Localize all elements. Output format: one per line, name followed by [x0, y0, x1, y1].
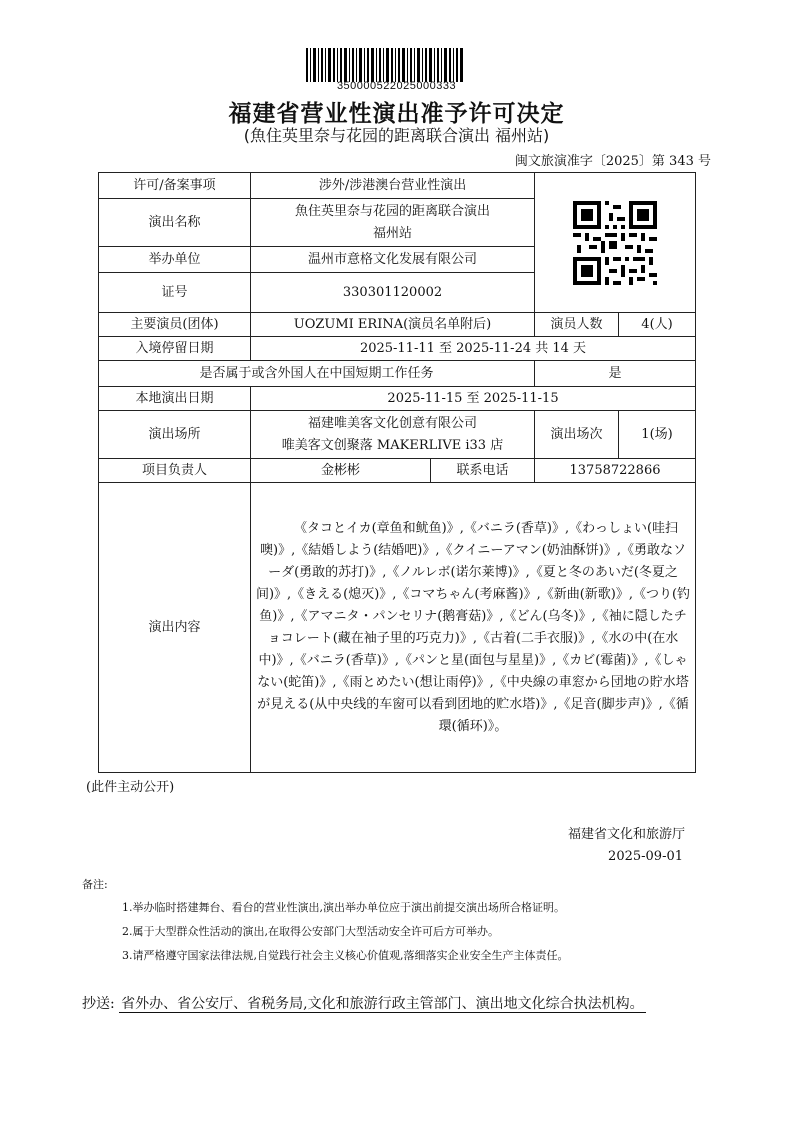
cert-label: 证号: [99, 273, 251, 313]
organizer-value: 温州市意格文化发展有限公司: [251, 247, 535, 273]
venue-line1: 福建唯美客文化创意有限公司: [308, 415, 478, 431]
manager-value: 金彬彬: [251, 459, 431, 483]
document-number: 闽文旅演准字〔2025〕第 343 号: [514, 154, 711, 169]
public-note: (此件主动公开): [86, 780, 175, 795]
performer-count-label: 演员人数: [535, 313, 619, 337]
license-type-value: 涉外/涉港澳台营业性演出: [251, 173, 535, 199]
foreign-work-label: 是否属于或含外国人在中国短期工作任务: [99, 361, 535, 387]
issuer: 福建省文化和旅游厅: [567, 827, 685, 842]
show-name-line2: 福州站: [373, 225, 413, 241]
remarks-label: 备注:: [82, 878, 108, 891]
phone-label: 联系电话: [431, 459, 535, 483]
qr-code: [573, 201, 657, 285]
show-name-label: 演出名称: [99, 199, 251, 247]
barcode-number: 350000522025000333: [336, 80, 457, 92]
remark-3: 3.请严格遵守国家法律法规,自觉践行社会主义核心价值观,落细落实企业安全生产主体责任。: [122, 949, 569, 962]
content-value: 《タコとイカ(章鱼和鱿鱼)》,《バニラ(香草)》,《わっしょい(哇扫噢)》,《結婚しよう(结婚吧)》,《クイニーアマン(奶油酥饼)》,《勇敢なソーダ(勇敢的苏打)》,《ノルレボ(诺尔莱博)》,《夏と冬のあいだ(冬夏之间)》,《きえる(熄灭)》,《コマちゃん(考麻酱)》,《新曲(新歌)》,《つり(钓鱼)》,《アマニタ・パンセリナ(鹅膏菇)》,《どん(乌冬)》,《袖に隠したチョコレート(藏在袖子里的巧克力)》,《古着(二手衣服)》,《水の中(在水中)》,《バニラ(香草)》,《パンと星(面包与星星)》,《カビ(霉菌)》,《しゃない(蛇笛)》,《雨とめたい(想让雨停)》,《中央線の車窓から団地の貯水塔が見える(从中央线的车窗可以看到团地的贮水塔)》,《足音(脚步声)》,《循環(循环)》。: [251, 483, 696, 773]
cc-value: 省外办、省公安厅、省税务局,文化和旅游行政主管部门、演出地文化综合执法机构。: [121, 996, 644, 1012]
cc-block: [82, 992, 718, 1016]
local-date-label: 本地演出日期: [99, 387, 251, 411]
foreign-work-value: 是: [535, 361, 696, 387]
document-title: 福建省营业性演出准予许可决定: [228, 101, 565, 127]
cert-value: 330301120002: [251, 273, 535, 313]
venue-value: [251, 411, 535, 459]
cc-label: 抄送:: [82, 996, 115, 1012]
qr-code-cell: [535, 173, 696, 313]
barcode: [306, 48, 463, 82]
remark-2: 2.属于大型群众性活动的演出,在取得公安部门大型活动安全许可后方可举办。: [122, 925, 499, 938]
license-table: [98, 172, 696, 773]
remark-1: 1.举办临时搭建舞台、看台的营业性演出,演出举办单位应于演出前提交演出场所合格证明。: [122, 901, 565, 914]
sessions-value: 1(场): [619, 411, 696, 459]
stay-value: 2025-11-11 至 2025-11-24 共 14 天: [251, 337, 696, 361]
document-subtitle: (魚住英里奈与花园的距离联合演出 福州站): [243, 126, 550, 145]
issue-date: 2025-09-01: [608, 849, 683, 864]
phone-value: 13758722866: [535, 459, 696, 483]
manager-label: 项目负责人: [99, 459, 251, 483]
performers-value: UOZUMI ERINA(演员名单附后): [251, 313, 535, 337]
performer-count-value: 4(人): [619, 313, 696, 337]
sessions-label: 演出场次: [535, 411, 619, 459]
content-label: 演出内容: [99, 483, 251, 773]
local-date-value: 2025-11-15 至 2025-11-15: [251, 387, 696, 411]
venue-label: 演出场所: [99, 411, 251, 459]
license-type-label: 许可/备案事项: [99, 173, 251, 199]
stay-label: 入境停留日期: [99, 337, 251, 361]
organizer-label: 举办单位: [99, 247, 251, 273]
show-name-line1: 魚住英里奈与花园的距离联合演出: [295, 203, 491, 219]
performers-label: 主要演员(团体): [99, 313, 251, 337]
show-name-value: [251, 199, 535, 247]
venue-line2: 唯美客文创聚落 MAKERLIVE i33 店: [281, 437, 504, 453]
